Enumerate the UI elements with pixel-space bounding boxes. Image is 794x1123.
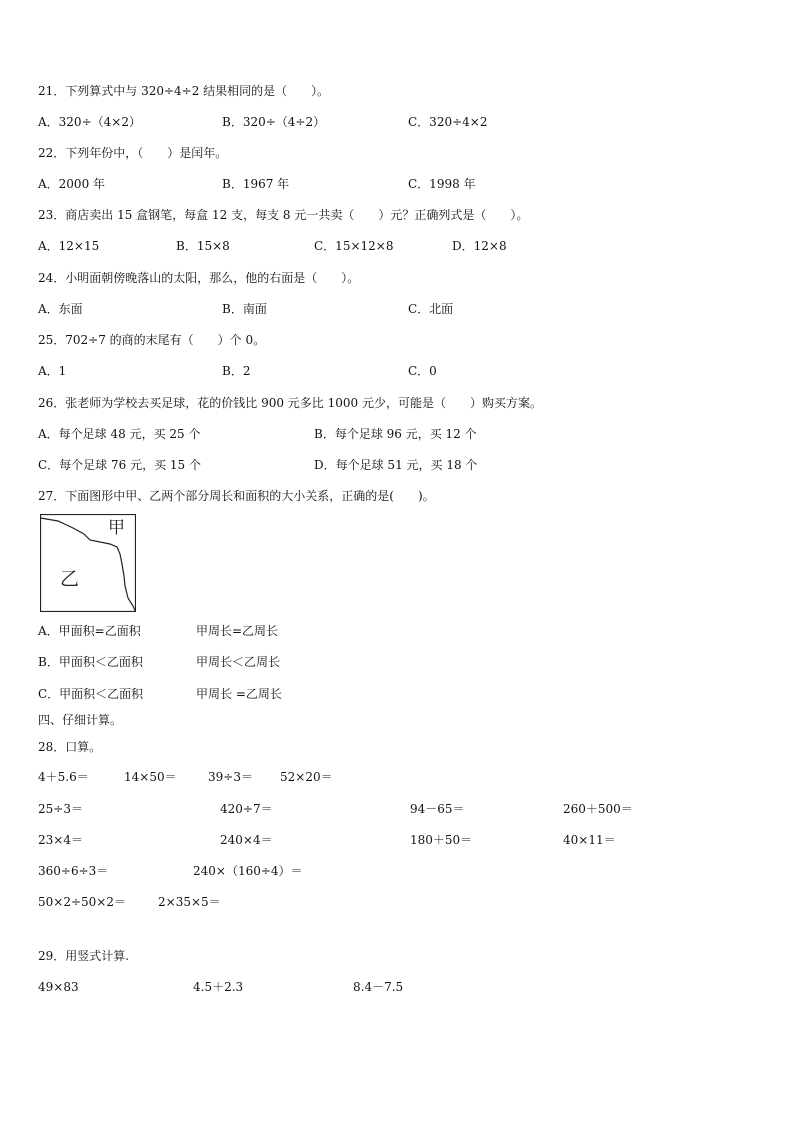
q28-item: 360÷6÷3＝	[38, 864, 109, 878]
q29-item: 4.5＋2.3	[193, 980, 244, 994]
q22-option-a: A．2000 年	[38, 177, 106, 191]
q27-option-c-area: C．甲面积＜乙面积	[38, 687, 144, 701]
q26-option-c: C．每个足球 76 元，买 15 个	[38, 458, 201, 472]
q28-item: 50×2÷50×2＝	[38, 895, 126, 909]
q22-option-b: B．1967 年	[222, 177, 290, 191]
q24-option-a: A．东面	[38, 302, 83, 316]
q27-option-c-perimeter: 甲周长 =乙周长	[196, 687, 282, 701]
q28-item: 260＋500＝	[563, 802, 633, 816]
q27-figure	[40, 514, 136, 612]
q23-option-d: D．12×8	[452, 239, 507, 253]
q24-option-b: B．南面	[222, 302, 267, 316]
q23-option-b: B．15×8	[176, 239, 230, 253]
q27-figure-svg	[40, 514, 136, 612]
q29-item: 8.4－7.5	[353, 980, 404, 994]
q27-option-a-area: A．甲面积=乙面积	[38, 624, 141, 638]
q28-item: 240×4＝	[220, 833, 273, 847]
q28-item: 180＋50＝	[410, 833, 473, 847]
q24-stem: 24．小明面朝傍晚落山的太阳，那么，他的右面是（ ）。	[38, 271, 360, 285]
section-title: 四、仔细计算。	[38, 713, 123, 727]
q23-option-c: C．15×12×8	[314, 239, 394, 253]
q28-item: 240×（160÷4）＝	[193, 864, 303, 878]
q28-item: 40×11＝	[563, 833, 616, 847]
q25-option-c: C．0	[408, 364, 437, 378]
figure-label-yi: 乙	[60, 568, 80, 590]
q27-option-a-perimeter: 甲周长=乙周长	[196, 624, 279, 638]
q28-item: 39÷3＝	[208, 770, 253, 784]
q28-item: 2×35×5＝	[158, 895, 221, 909]
q28-item: 25÷3＝	[38, 802, 83, 816]
q28-item: 94－65＝	[410, 802, 465, 816]
q21-option-c: C．320÷4×2	[408, 115, 488, 129]
figure-label-jia: 甲	[108, 518, 125, 538]
q24-option-c: C．北面	[408, 302, 454, 316]
q29-item: 49×83	[38, 980, 79, 994]
q28-item: 14×50＝	[124, 770, 177, 784]
q23-stem: 23．商店卖出 15 盒钢笔，每盒 12 支，每支 8 元一共卖（ ）元？正确列式是（ ）。	[38, 208, 529, 222]
q28-stem: 28．口算。	[38, 740, 102, 754]
q21-stem: 21．下列算式中与 320÷4÷2 结果相同的是（ ）。	[38, 84, 330, 98]
q28-item: 52×20＝	[280, 770, 333, 784]
q25-option-b: B．2	[222, 364, 251, 378]
q26-option-a: A．每个足球 48 元，买 25 个	[38, 427, 201, 441]
q22-stem: 22．下列年份中，（ ）是闰年。	[38, 146, 228, 160]
q25-stem: 25．702÷7 的商的末尾有（ ）个 0。	[38, 333, 266, 347]
q26-option-b: B．每个足球 96 元，买 12 个	[314, 427, 477, 441]
q26-option-d: D．每个足球 51 元，买 18 个	[314, 458, 478, 472]
q28-item: 420÷7＝	[220, 802, 273, 816]
q28-item: 4＋5.6＝	[38, 770, 89, 784]
q27-option-b-area: B．甲面积＜乙面积	[38, 655, 143, 669]
q26-stem: 26．张老师为学校去买足球，花的价钱比 900 元多比 1000 元少，可能是（ ）购买方案。	[38, 396, 542, 410]
q21-option-a: A．320÷（4×2）	[38, 115, 141, 129]
q22-option-c: C．1998 年	[408, 177, 476, 191]
q23-option-a: A．12×15	[38, 239, 100, 253]
q25-option-a: A．1	[38, 364, 67, 378]
q21-option-b: B．320÷（4÷2）	[222, 115, 326, 129]
q27-option-b-perimeter: 甲周长＜乙周长	[196, 655, 281, 669]
q28-item: 23×4＝	[38, 833, 83, 847]
q29-stem: 29．用竖式计算.	[38, 949, 130, 963]
q27-stem: 27．下面图形中甲、乙两个部分周长和面积的大小关系，正确的是( )。	[38, 489, 435, 503]
